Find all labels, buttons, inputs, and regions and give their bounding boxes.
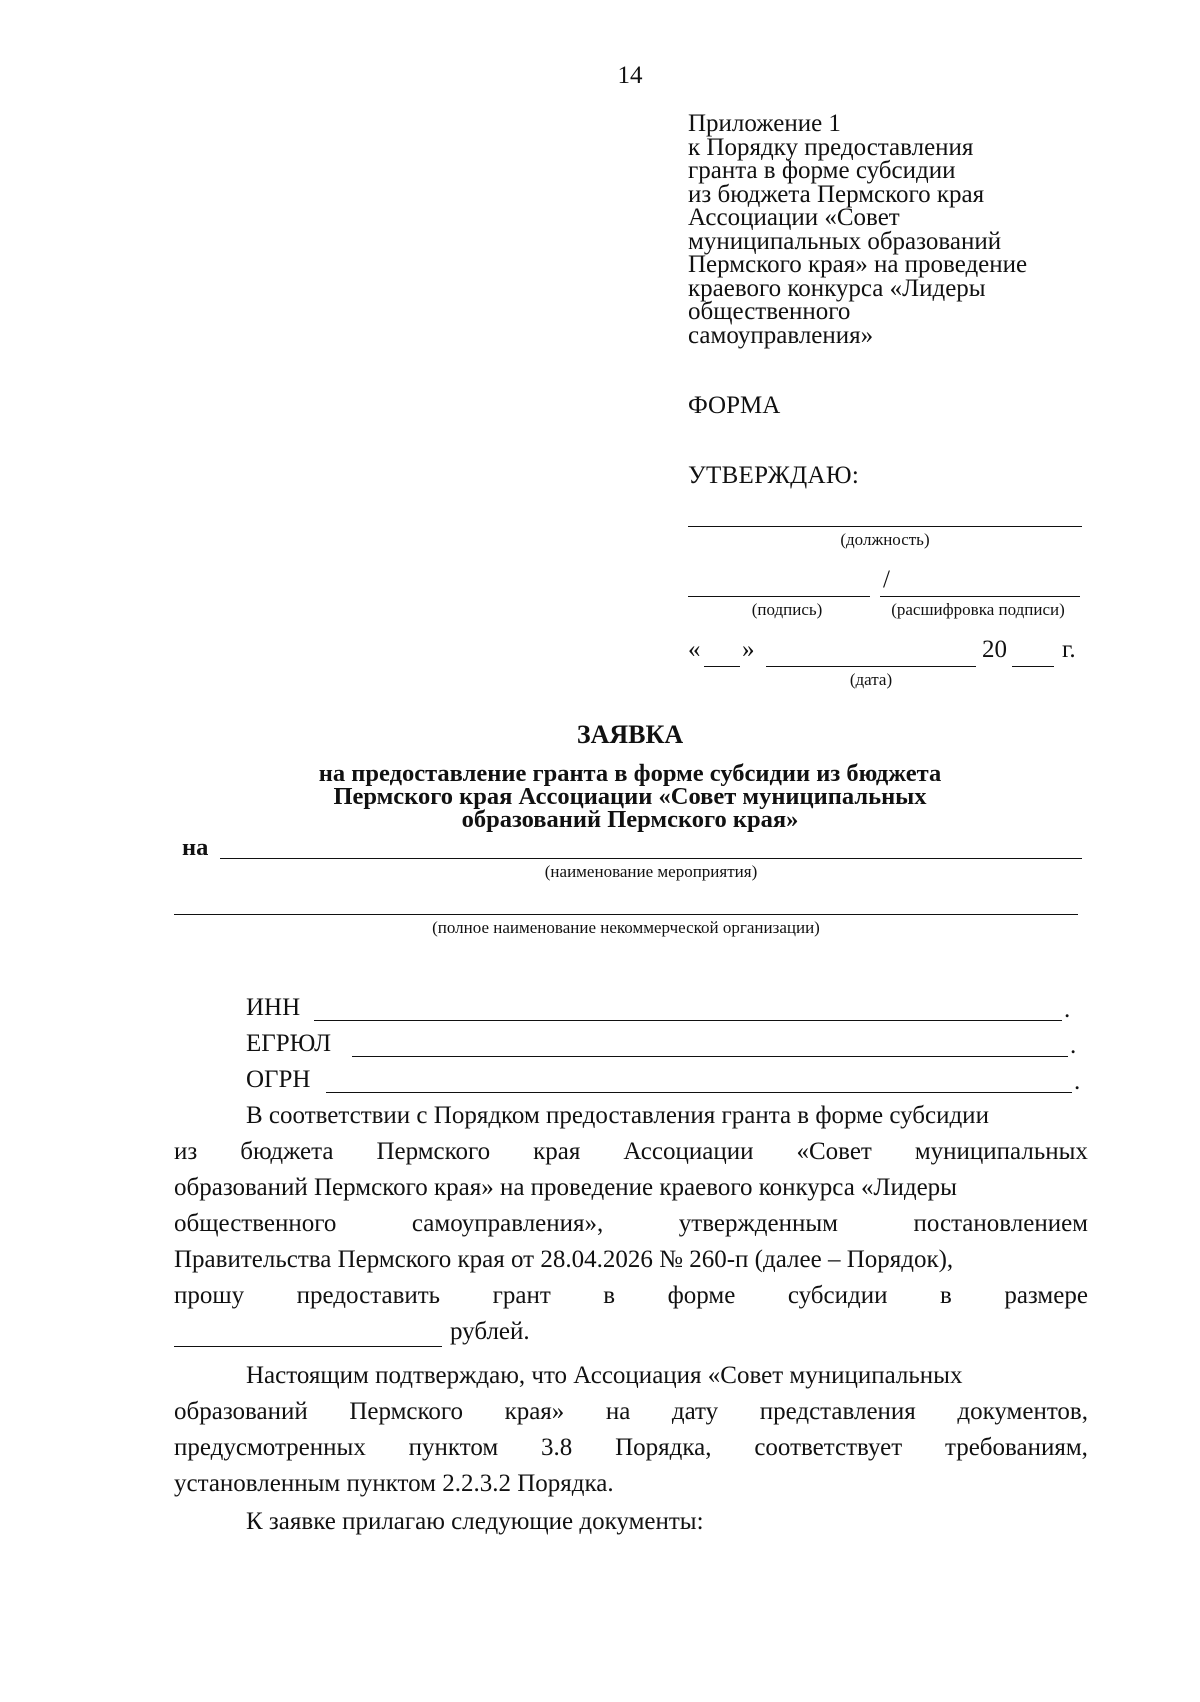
word: форме	[667, 1282, 736, 1309]
paragraph-1-line	[174, 1210, 1088, 1238]
word: бюджета	[240, 1138, 334, 1165]
month-field-line[interactable]	[766, 666, 976, 667]
paragraph-1-line	[174, 1138, 1088, 1166]
egrul-end: .	[1070, 1032, 1077, 1059]
inn-end: .	[1064, 996, 1071, 1023]
word: края	[533, 1138, 581, 1165]
event-name-field-line[interactable]	[220, 858, 1082, 859]
text-fragment: Настоящим подтверждаю, что Ассоциация «Совет муниципальных	[246, 1362, 963, 1389]
egrul-label: ЕГРЮЛ	[246, 1030, 332, 1057]
appendix-line: краевого конкурса «Лидеры	[688, 274, 986, 302]
subtitle-line: на предоставление гранта в форме субсидии из бюджета	[318, 760, 942, 787]
appendix-line: самоуправления»	[688, 321, 874, 349]
paragraph-2-line	[246, 1362, 1088, 1390]
date-close-quote: »	[742, 636, 755, 663]
ogrn-label: ОГРН	[246, 1066, 311, 1093]
word: на	[605, 1398, 631, 1425]
word: размере	[1004, 1282, 1088, 1309]
word: «Совет	[796, 1138, 872, 1165]
appendix-line: Приложение 1	[688, 110, 841, 137]
signature-decoding-field-line[interactable]	[880, 596, 1080, 597]
paragraph-1-line	[174, 1282, 1088, 1310]
word: муниципальных	[914, 1138, 1088, 1165]
organization-caption: (полное наименование некоммерческой организации)	[432, 918, 820, 937]
paragraph-3-line	[246, 1508, 1088, 1536]
text-fragment: В соответствии с Порядком предоставления гранта в форме субсидии	[246, 1102, 989, 1129]
appendix-line: из бюджета Пермского края	[688, 180, 985, 208]
amount-suffix: рублей.	[450, 1318, 530, 1345]
word: постановлением	[913, 1210, 1088, 1237]
word: предоставить	[296, 1282, 441, 1309]
word: края»	[504, 1398, 565, 1425]
word: пунктом	[408, 1434, 499, 1461]
text-fragment: К заявке прилагаю следующие документы:	[246, 1508, 704, 1535]
word: общественного	[174, 1210, 337, 1237]
word: прошу	[174, 1282, 245, 1309]
appendix-block	[688, 112, 1027, 347]
appendix-line: муниципальных образований	[688, 227, 1002, 255]
word: субсидии	[787, 1282, 888, 1309]
day-field-line[interactable]	[704, 666, 740, 667]
application-subtitle	[0, 762, 1200, 831]
position-caption: (должность)	[840, 530, 930, 549]
subtitle-line: образований Пермского края»	[461, 806, 799, 833]
signature-caption: (подпись)	[751, 600, 823, 619]
text-fragment: образований Пермского края» на проведение краевого конкурса «Лидеры	[174, 1174, 957, 1201]
date-caption: (дата)	[849, 670, 893, 689]
text-fragment: установленным пунктом 2.2.3.2 Порядка.	[174, 1470, 614, 1497]
text-fragment: Правительства Пермского края от 28.04.2026 № 260-п (далее – Порядок),	[174, 1246, 954, 1273]
word: предусмотренных	[174, 1434, 366, 1461]
approval-title: УТВЕРЖДАЮ:	[688, 462, 860, 489]
grant-amount-field-line[interactable]	[174, 1346, 442, 1347]
paragraph-1-line	[174, 1246, 1088, 1274]
signature-slash: /	[883, 566, 890, 593]
word: документов,	[957, 1398, 1088, 1425]
year-prefix: 20	[982, 636, 1007, 663]
word: в	[939, 1282, 952, 1309]
word: Пермского	[349, 1398, 464, 1425]
signature-decoding-caption: (расшифровка подписи)	[891, 600, 1065, 619]
paragraph-2-line	[174, 1470, 1088, 1498]
egrul-field-line[interactable]	[352, 1056, 1068, 1057]
word: дату	[671, 1398, 719, 1425]
ogrn-end: .	[1074, 1068, 1081, 1095]
word: Ассоциации	[623, 1138, 754, 1165]
organization-name-field-line[interactable]	[174, 914, 1078, 915]
word: Пермского	[376, 1138, 491, 1165]
event-caption: (наименование мероприятия)	[544, 862, 758, 881]
year-suffix: г.	[1062, 636, 1076, 663]
year-field-line[interactable]	[1012, 666, 1054, 667]
appendix-line: к Порядку предоставления	[688, 133, 974, 161]
signature-field-line[interactable]	[688, 596, 870, 597]
word: 3.8	[541, 1434, 573, 1461]
word: самоуправления»,	[411, 1210, 604, 1237]
word: представления	[759, 1398, 916, 1425]
appendix-line: общественного	[688, 298, 851, 325]
appendix-line: Ассоциации «Совет	[688, 204, 900, 231]
word: из	[174, 1138, 198, 1165]
paragraph-1-line	[174, 1174, 1088, 1202]
page-number: 14	[617, 62, 643, 89]
paragraph-2-line	[174, 1434, 1088, 1462]
word: в	[603, 1282, 616, 1309]
paragraph-2-line	[174, 1398, 1088, 1426]
subtitle-line: Пермского края Ассоциации «Совет муниципальных	[333, 783, 927, 810]
event-prefix: на	[182, 834, 209, 861]
date-open-quote: «	[688, 636, 701, 663]
application-title: ЗАЯВКА	[576, 720, 684, 749]
word: грант	[492, 1282, 551, 1309]
word: образований	[174, 1398, 308, 1425]
form-label: ФОРМА	[688, 392, 781, 419]
word: утвержденным	[678, 1210, 838, 1237]
appendix-line: гранта в форме субсидии	[688, 157, 956, 184]
appendix-line: Пермского края» на проведение	[688, 251, 1028, 278]
word: Порядка,	[615, 1434, 712, 1461]
word: соответствует	[754, 1434, 903, 1461]
paragraph-1-line	[246, 1102, 1088, 1130]
ogrn-field-line[interactable]	[326, 1092, 1072, 1093]
inn-label: ИНН	[246, 994, 301, 1021]
word: требованиям,	[944, 1434, 1088, 1461]
position-field-line[interactable]	[688, 526, 1082, 527]
inn-field-line[interactable]	[314, 1020, 1062, 1021]
